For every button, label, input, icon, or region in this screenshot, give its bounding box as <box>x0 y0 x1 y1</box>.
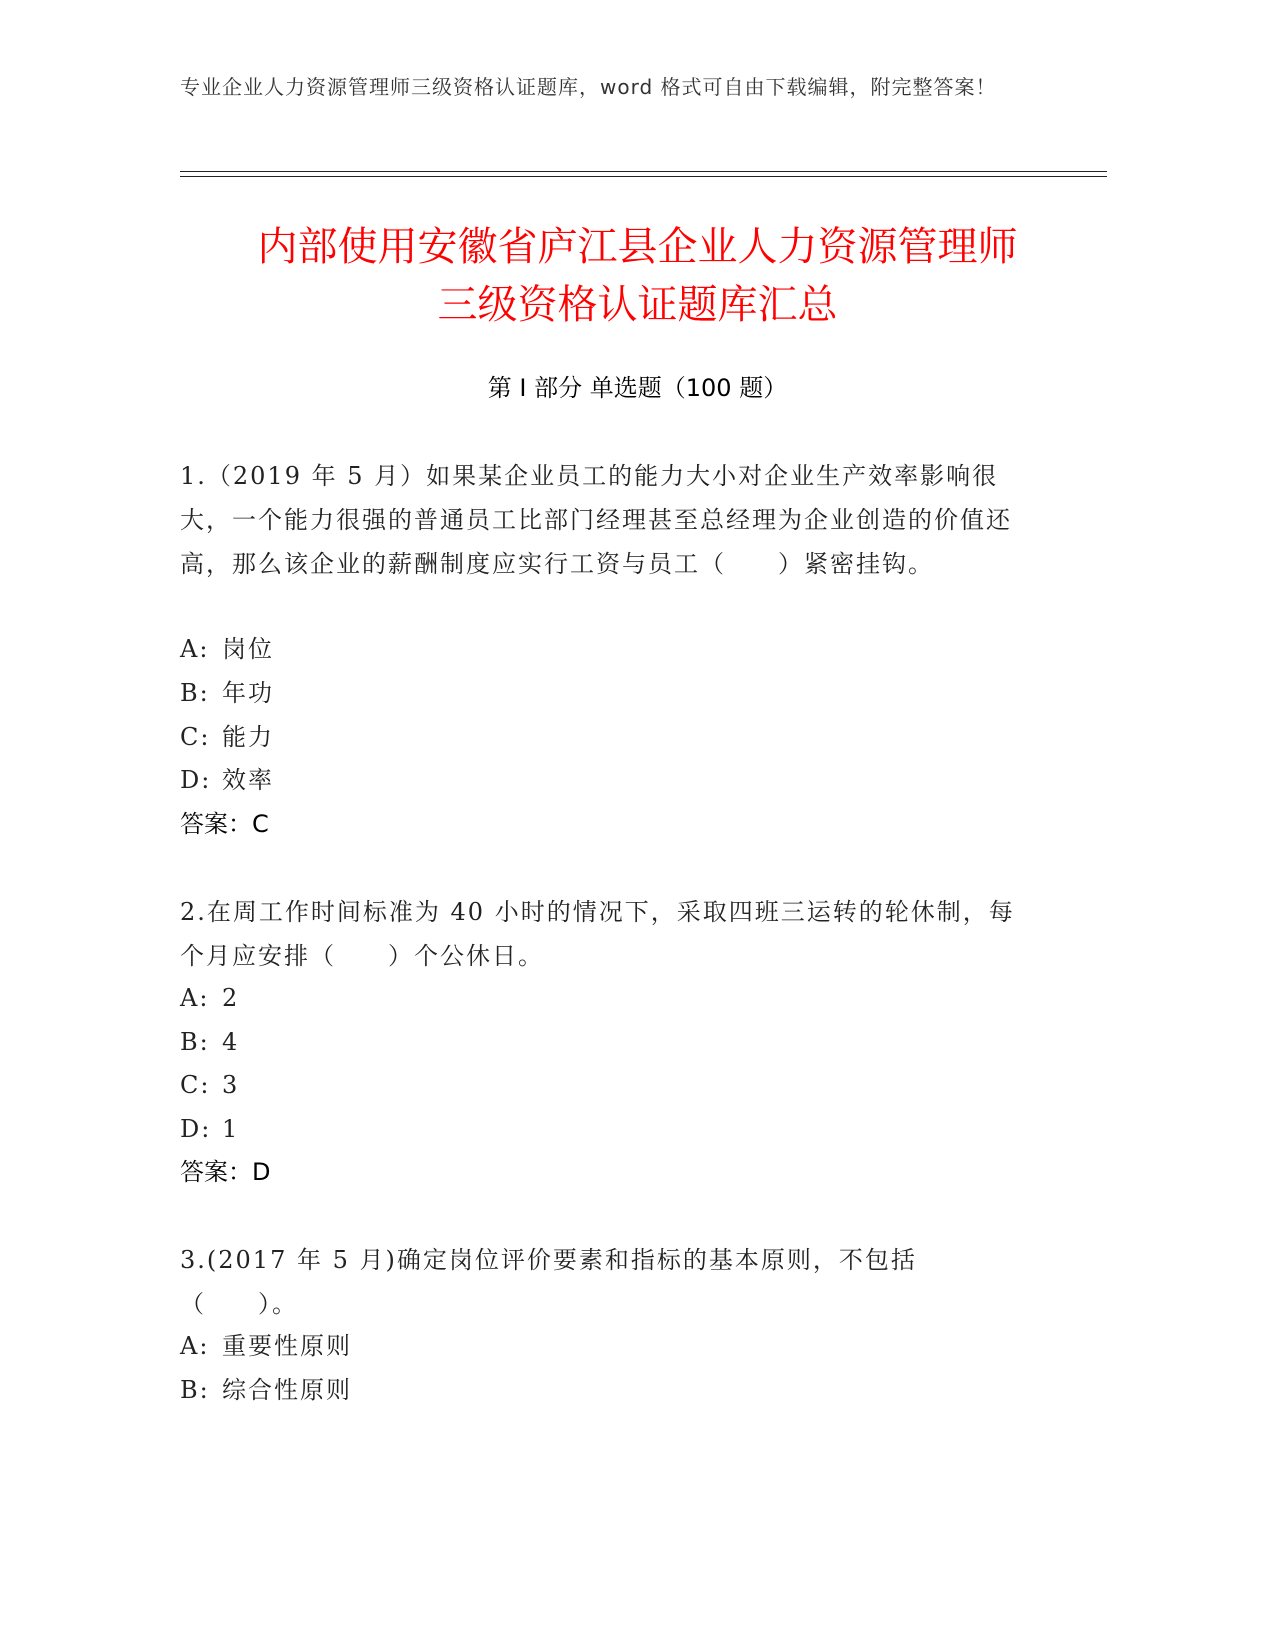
question-1-option-c <box>180 719 274 755</box>
question-2-option-a <box>180 980 239 1016</box>
question-2-text: 2.在周工作时间标准为 40 小时的情况下，采取四班三运转的轮休制，每个月应安排（ ）个公休日。 <box>180 898 1015 970</box>
option-text: 重要性原则 <box>222 1332 352 1360</box>
question-1-answer: 答案：C <box>180 810 269 838</box>
question-1-option-a <box>180 631 274 667</box>
question-2-option-c <box>180 1067 239 1103</box>
header-rule-bottom <box>180 176 1107 177</box>
option-letter: D: <box>180 766 212 794</box>
option-letter: C: <box>180 1071 211 1099</box>
question-3-option-a <box>180 1328 352 1364</box>
question-1-option-b <box>180 675 274 711</box>
option-letter: A: <box>180 635 210 663</box>
header-note: 专业企业人力资源管理师三级资格认证题库，word 格式可自由下载编辑，附完整答案！ <box>180 75 997 99</box>
option-letter: C: <box>180 723 211 751</box>
option-text: 效率 <box>222 766 274 794</box>
option-text: 3 <box>222 1071 240 1099</box>
option-text: 岗位 <box>222 635 274 663</box>
option-letter: A: <box>180 1332 210 1360</box>
document-title-line-2: 三级资格认证题库汇总 <box>437 282 838 328</box>
question-2-answer: 答案：D <box>180 1158 271 1186</box>
section-heading: 第 I 部分 单选题（100 题） <box>487 374 788 402</box>
option-text: 4 <box>222 1028 240 1056</box>
option-text: 2 <box>222 984 240 1012</box>
question-3-text: 3.(2017 年 5 月)确定岗位评价要素和指标的基本原则，不包括（ ）。 <box>180 1246 917 1318</box>
question-2-option-b <box>180 1024 239 1060</box>
question-2-option-d <box>180 1111 239 1147</box>
option-text: 1 <box>222 1115 240 1143</box>
question-1-text: 1.（2019 年 5 月）如果某企业员工的能力大小对企业生产效率影响很大，一个能力很强的普通员工比部门经理甚至总经理为企业创造的价值还高，那么该企业的薪酬制度应实行工资与员工（ ）紧密挂钩。 <box>180 462 1012 578</box>
option-text: 能力 <box>222 723 274 751</box>
question-3-option-b <box>180 1372 352 1408</box>
header-rule-top <box>180 171 1107 172</box>
document-title <box>150 218 1125 334</box>
question-1-option-d <box>180 762 274 798</box>
document-title-line-1: 内部使用安徽省庐江县企业人力资源管理师 <box>257 224 1018 270</box>
option-text: 综合性原则 <box>222 1376 352 1404</box>
option-letter: A: <box>180 984 210 1012</box>
option-text: 年功 <box>222 679 274 707</box>
option-letter: B: <box>180 679 210 707</box>
option-letter: B: <box>180 1376 210 1404</box>
option-letter: B: <box>180 1028 210 1056</box>
option-letter: D: <box>180 1115 212 1143</box>
